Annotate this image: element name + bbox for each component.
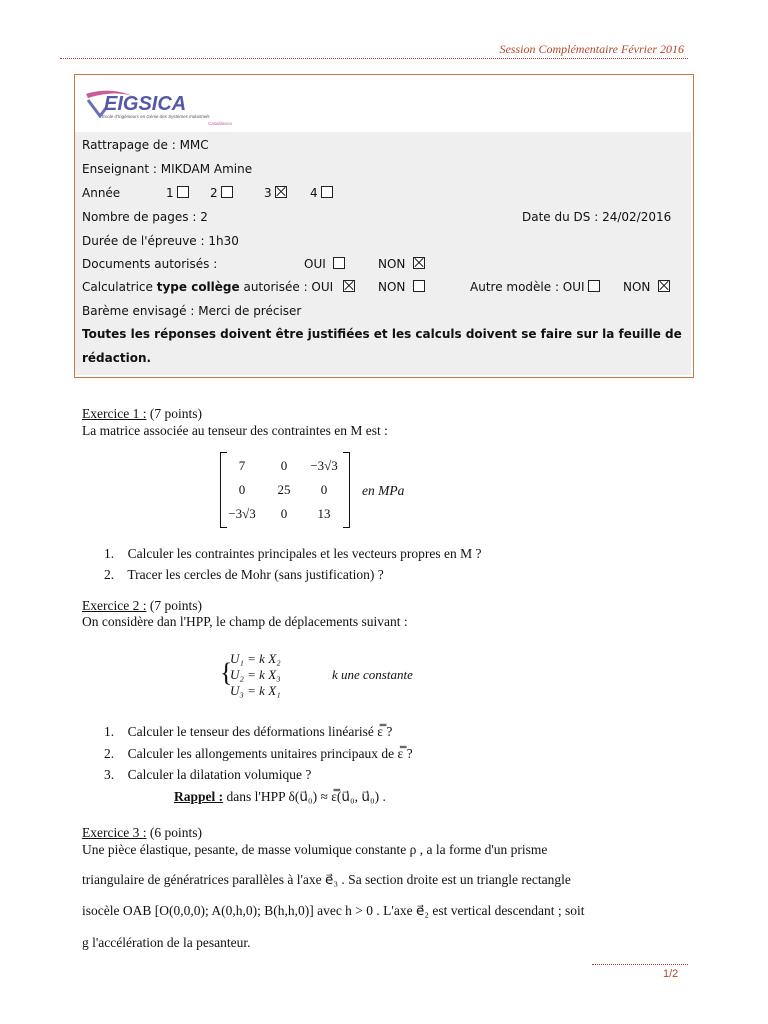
nb-pages: Nombre de pages : 2 [82, 210, 208, 224]
autre-modele-non-checkbox-checked[interactable] [658, 280, 670, 292]
documents-oui-checkbox[interactable] [333, 257, 345, 269]
equation-u3: U₃ = k X₁ [230, 683, 281, 698]
ex1-question-1: 1. Calculer les contraintes principales et les vecteurs propres en M ? [104, 546, 482, 561]
calculatrice-row [82, 279, 651, 295]
autre-modele-oui-checkbox[interactable] [588, 280, 600, 292]
equation-u2: U₂ = k X₃ [230, 667, 281, 682]
rattrapage: Rattrapage de : MMC [82, 138, 209, 152]
annee-4-checkbox[interactable] [321, 186, 333, 198]
calculatrice-non[interactable]: NON [378, 279, 425, 295]
notice-line-2: rédaction. [82, 351, 152, 365]
matrix-cell: 13 [317, 506, 331, 521]
calculatrice-label: Calculatrice type collège autorisée : OUI [82, 280, 334, 294]
matrix-cell: 0 [238, 482, 246, 497]
autre-modele-non[interactable]: NON [623, 279, 670, 295]
exercise-3-heading: Exercice 3 : (6 points) [82, 825, 202, 840]
ex3-line-4: g l'accélération de la pesanteur. [82, 935, 251, 950]
duree: Durée de l'épreuve : 1h30 [82, 234, 239, 248]
header-divider [60, 58, 688, 59]
session-header: Session Complémentaire Février 2016 [499, 42, 684, 56]
enseignant: Enseignant : MIKDAM Amine [82, 162, 253, 176]
ex2-question-2: 2. Calculer les allongements unitaires principaux de ε̿ ? [104, 746, 413, 761]
eigsica-logo [84, 80, 244, 130]
system-brace: { [220, 658, 233, 687]
annee-1-checkbox[interactable] [177, 186, 189, 198]
matrix-cell: −3√3 [310, 458, 338, 473]
constant-note: k une constante [332, 667, 413, 682]
stress-matrix [220, 452, 350, 526]
matrix-cell: 0 [320, 482, 328, 497]
matrix-cell: 0 [280, 458, 288, 473]
matrix-unit: en MPa [362, 483, 405, 498]
exercise-2-heading: Exercice 2 : (7 points) [82, 598, 202, 613]
calculatrice-non-checkbox[interactable] [413, 280, 425, 292]
svg-text:Casablanca: Casablanca [208, 121, 232, 126]
equation-u1: U₁ = k X₂ [230, 651, 281, 666]
annee-option-1[interactable]: 1 [166, 185, 189, 201]
ex3-line-1: Une pièce élastique, pesante, de masse volumique constante ρ , a la forme d'un prisme [82, 842, 548, 857]
matrix-cell: 7 [238, 458, 246, 473]
date-ds: Date du DS : 24/02/2016 [522, 210, 672, 224]
documents-non-checkbox-checked[interactable] [413, 257, 425, 269]
ex2-question-3: 3. Calculer la dilatation volumique ? [104, 767, 312, 782]
ex3-line-2: triangulaire de génératrices parallèles à l'axe e⃗₃ . Sa section droite est un triangle rectangle [82, 872, 571, 887]
exercise-2-intro: On considère dan l'HPP, le champ de déplacements suivant : [82, 614, 408, 629]
documents-oui[interactable]: OUI [304, 256, 345, 272]
documents-non[interactable]: NON [378, 256, 425, 272]
matrix-cell: 0 [280, 506, 288, 521]
footer-divider [592, 964, 688, 965]
page-number: 1/2 [663, 968, 679, 980]
autre-modele[interactable]: Autre modèle : OUI [470, 279, 600, 295]
ex3-line-3: isocèle OAB [O(0,0,0); A(0,h,0); B(h,h,0)] avec h > 0 . L'axe e⃗₂ est vertical descendant ; soit [82, 903, 585, 918]
matrix-right-bracket [343, 452, 350, 528]
annee-label: Année [82, 186, 121, 200]
rappel: Rappel : dans l'HPP δ(u⃗₀) ≈ ε̿(u⃗₀, u⃗₀) . [174, 789, 386, 804]
exercise-1-intro: La matrice associée au tenseur des contraintes en M est : [82, 423, 388, 438]
annee-option-4[interactable]: 4 [310, 185, 333, 201]
bareme: Barème envisagé : Merci de préciser [82, 304, 302, 318]
ex2-question-1: 1. Calculer le tenseur des déformations linéarisé ε̿ ? [104, 724, 393, 739]
exercise-1-heading: Exercice 1 : (7 points) [82, 406, 202, 421]
annee-row [82, 185, 318, 201]
ex1-question-2: 2. Tracer les cercles de Mohr (sans justification) ? [104, 567, 384, 582]
documents-label: Documents autorisés : [82, 257, 218, 271]
matrix-cell: 25 [277, 482, 291, 497]
notice-line-1: Toutes les réponses doivent être justifiées et les calculs doivent se faire sur la feuille de [82, 327, 682, 341]
documents-row [82, 256, 406, 272]
svg-text:Ecole d'Ingénieurs en Génie de: Ecole d'Ingénieurs en Génie des Systèmes Industriels [102, 114, 210, 119]
svg-text:EIGSICA: EIGSICA [104, 93, 187, 115]
annee-option-2[interactable]: 2 [210, 185, 233, 201]
annee-option-3[interactable]: 3 [264, 185, 287, 201]
annee-2-checkbox[interactable] [221, 186, 233, 198]
annee-3-checkbox-checked[interactable] [275, 186, 287, 198]
calculatrice-oui-checkbox-checked[interactable] [343, 280, 355, 292]
matrix-cell: −3√3 [228, 506, 256, 521]
